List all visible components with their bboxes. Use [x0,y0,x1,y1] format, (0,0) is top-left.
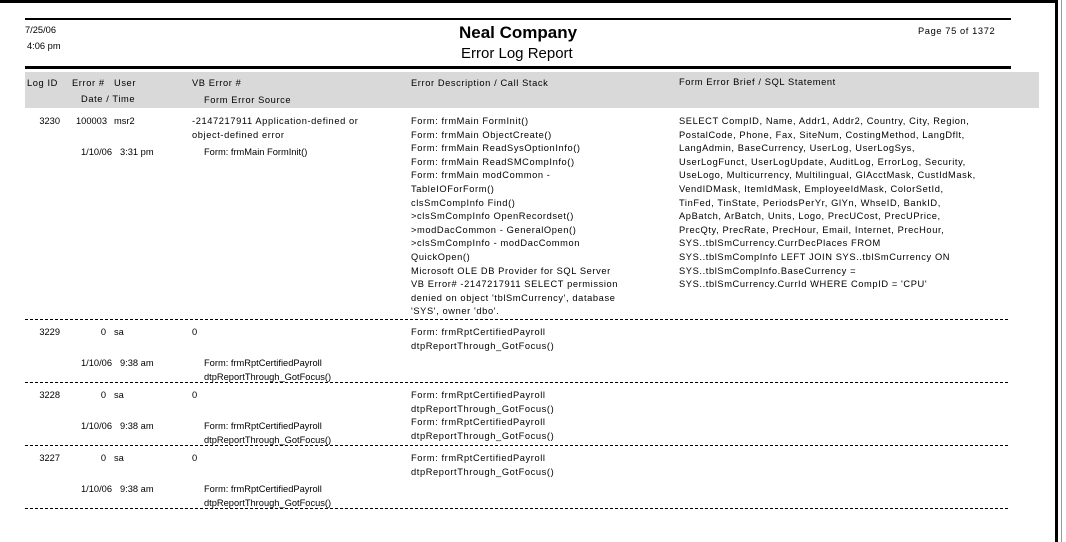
brief-line: SYS..tblSmCurrency.CurrDecPlaces FROM [679,238,881,249]
row-description [411,389,554,443]
row-user: sa [114,453,124,463]
description-line: Form: frmRptCertifiedPayroll [411,327,546,337]
description-line: Form: frmRptCertifiedPayroll [411,453,546,463]
row-date: 1/10/06 [81,358,113,368]
row-log-id: 3228 [39,390,60,400]
description-line: >clsSmCompInfo - modDacCommon [411,238,581,249]
description-line: dtpReportThrough_GotFocus() [411,340,555,351]
top-rule [25,18,1011,20]
brief-line: UseLogo, Multicurrency, Multilingual, GlAcctMask, CustIdMask, [679,170,976,181]
description-line: denied on object 'tblSmCurrency', database [411,292,616,303]
description-line: Form: frmRptCertifiedPayroll [411,390,546,400]
page-border-top [0,0,1058,3]
description-line: QuickOpen() [411,251,471,262]
row-date: 1/10/06 [81,484,113,494]
row-user: sa [114,390,124,400]
row-form-error-source [204,420,331,447]
row-error-no: 100003 [76,116,108,126]
description-line: dtpReportThrough_GotFocus() [411,430,555,441]
col-form-error-source: Form Error Source [204,95,292,105]
row-log-id: 3227 [39,453,60,463]
brief-line: PrecQty, PrecRate, PrecHour, Email, Internet, PrecHour, [679,224,945,235]
report-time: 4:06 pm [27,41,61,51]
row-error-no: 0 [100,390,106,400]
description-line: clsSmCompInfo Find() [411,197,516,208]
row-vb-error [192,115,359,142]
source-line: Form: frmRptCertifiedPayroll [204,484,322,494]
brief-line: TinFed, TinState, PeriodsPerYr, GlYn, WhseID, BankID, [679,197,941,208]
row-log-id: 3229 [39,327,60,337]
brief-line: UserLogFunct, UserLogUpdate, AuditLog, ErrorLog, Security, [679,156,966,167]
row-log-id: 3230 [39,116,60,126]
brief-line: SYS..tblSmCurrency.CurrId WHERE CompID = 'CPU' [679,279,928,290]
description-line: Form: frmMain FormInit() [411,116,529,126]
brief-line: LangAdmin, BaseCurrency, UserLog, UserLogSys, [679,143,916,154]
description-line: Form: frmMain ReadSMCompInfo() [411,156,575,167]
brief-line: SELECT CompID, Name, Addr1, Addr2, Country, City, Region, [679,116,970,126]
row-description [411,452,554,479]
col-error-no: Error # [72,78,105,88]
source-line: Form: frmRptCertifiedPayroll [204,421,322,431]
company-name: Neal Company [459,23,578,42]
source-line: dtpReportThrough_GotFocus() [204,371,332,382]
brief-line: SYS..tblSmCompInfo.BaseCurrency = [679,265,857,276]
report-title: Error Log Report [461,45,573,62]
col-date-time: Date / Time [81,94,136,104]
row-brief [679,115,976,292]
row-error-no: 0 [100,453,106,463]
report-date: 7/25/06 [25,25,57,35]
page-border-right [1055,0,1058,542]
source-line: dtpReportThrough_GotFocus() [204,434,332,445]
source-line: dtpReportThrough_GotFocus() [204,497,332,508]
col-log-id: Log ID [27,78,58,88]
row-description [411,115,618,319]
row-user: msr2 [114,116,135,126]
description-line: dtpReportThrough_GotFocus() [411,466,555,477]
source-line: Form: frmMain FormInit() [204,147,308,157]
col-user: User [114,78,137,88]
row-time: 9:38 am [120,484,154,494]
row-separator [25,319,1008,320]
row-vb-error: 0 [192,453,198,463]
row-form-error-source [204,146,307,160]
row-separator [25,508,1008,509]
row-time: 3:31 pm [120,147,154,157]
page-edge [1061,0,1062,542]
brief-line: SYS..tblSmCompInfo LEFT JOIN SYS..tblSmCurrency ON [679,251,951,262]
description-line: Form: frmRptCertifiedPayroll [411,417,546,428]
description-line: Form: frmMain ObjectCreate() [411,129,552,140]
description-line: >modDacCommon - GeneralOpen() [411,224,577,235]
vb-error-line: -2147217911 Application-defined or [192,116,359,126]
brief-line: ApBatch, ArBatch, Units, Logo, PrecUCost, PrecUPrice, [679,211,941,222]
page-number: Page 75 of 1372 [918,26,996,36]
row-date: 1/10/06 [81,147,113,157]
row-error-no: 0 [100,327,106,337]
source-line: Form: frmRptCertifiedPayroll [204,358,322,368]
row-vb-error: 0 [192,390,198,400]
description-line: Form: frmMain modCommon - [411,170,551,181]
row-form-error-source [204,483,331,510]
row-separator [25,445,1008,446]
description-line: 'SYS', owner 'dbo'. [411,306,500,317]
col-description: Error Description / Call Stack [411,78,549,88]
row-time: 9:38 am [120,421,154,431]
brief-line: PostalCode, Phone, Fax, SiteNum, CostingMethod, LangDflt, [679,129,965,140]
row-user: sa [114,327,124,337]
col-brief: Form Error Brief / SQL Statement [679,77,836,87]
description-line: Microsoft OLE DB Provider for SQL Server [411,265,611,276]
description-line: >clsSmCompInfo OpenRecordset() [411,211,574,222]
row-vb-error: 0 [192,327,198,337]
description-line: VB Error# -2147217911 SELECT permission [411,279,619,290]
row-date: 1/10/06 [81,421,113,431]
description-line: TableIOForForm() [411,183,495,194]
header-rule [25,66,1011,69]
row-time: 9:38 am [120,358,154,368]
brief-line: VendIDMask, ItemIdMask, EmployeeIdMask, ColorSetId, [679,183,944,194]
col-vb-error: VB Error # [192,78,242,88]
row-description [411,326,554,353]
row-separator [25,382,1008,383]
description-line: dtpReportThrough_GotFocus() [411,403,555,414]
description-line: Form: frmMain ReadSysOptionInfo() [411,143,581,154]
vb-error-line: object-defined error [192,129,285,140]
row-form-error-source [204,357,331,384]
